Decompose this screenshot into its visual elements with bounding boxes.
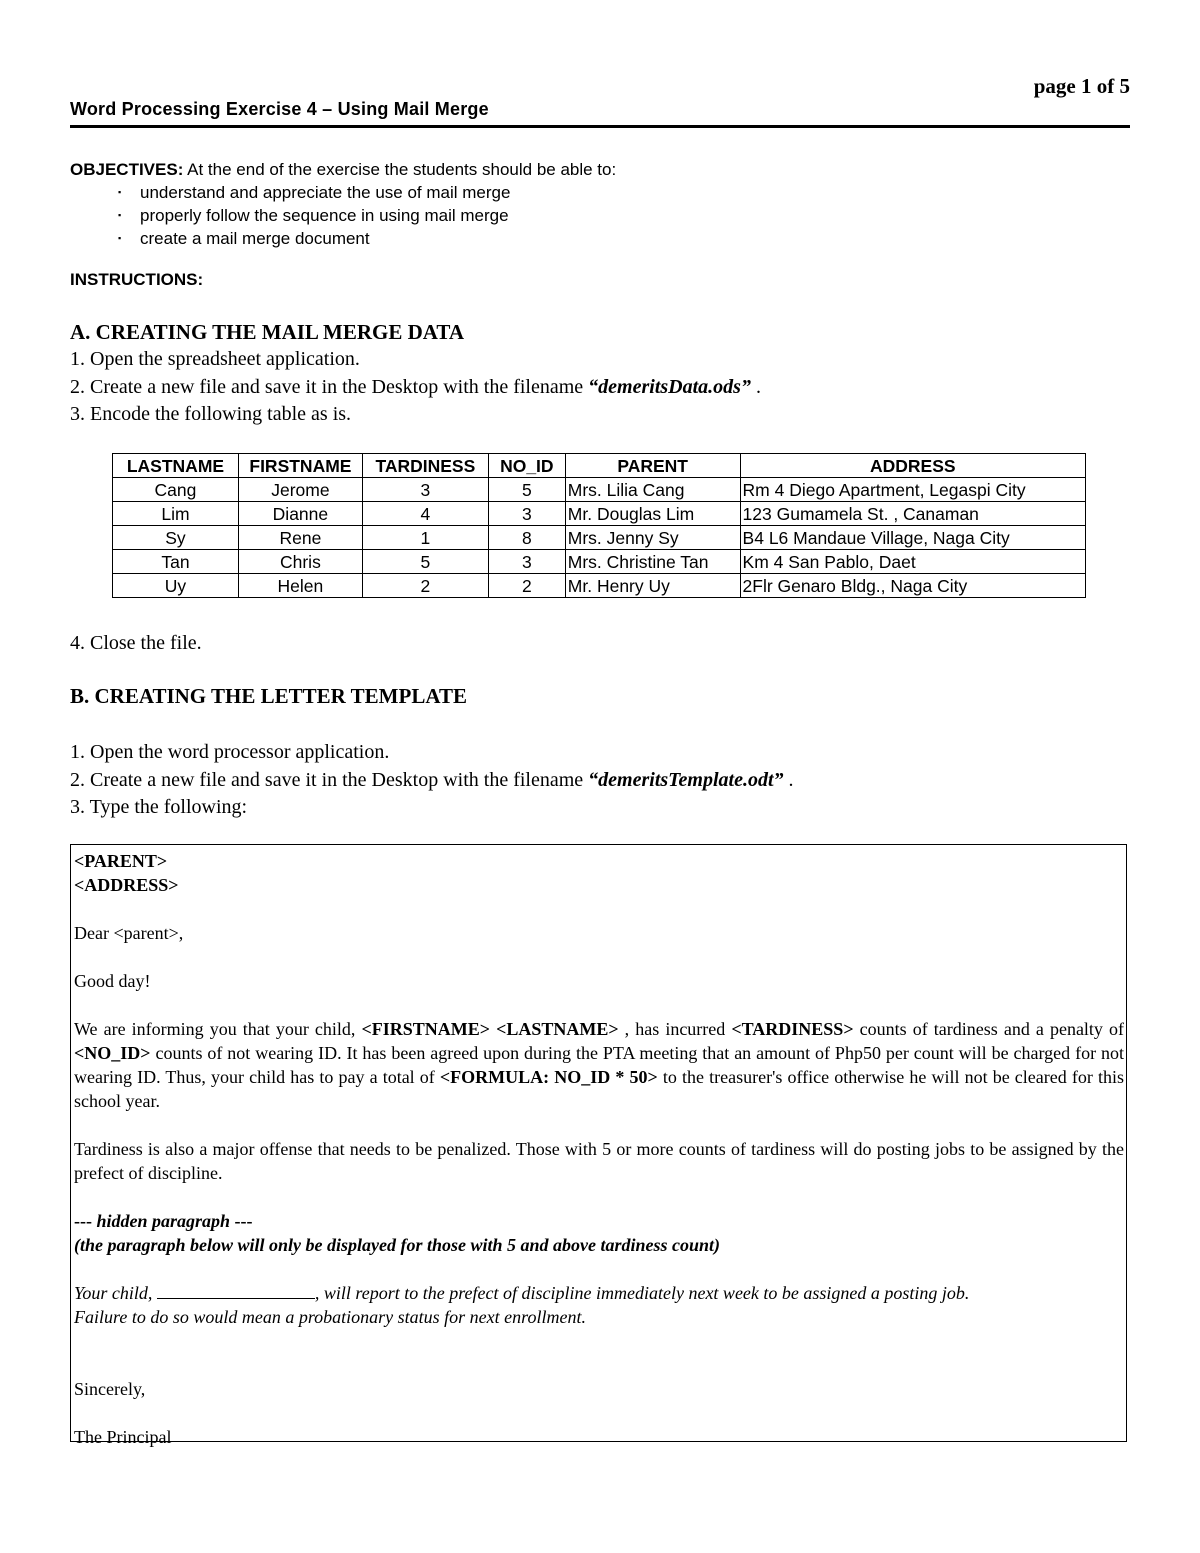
cell-parent: Mrs. Jenny Sy [565,526,740,550]
spacer [74,1257,1124,1281]
spacer [74,897,1124,921]
template-filename: “demeritsTemplate.odt” [588,768,784,791]
letter-signature: The Principal [74,1427,172,1447]
text: counts of not wearing ID. It has been agreed upon during the PTA meeting that an amount of Php50 per count will be charged for not wearing ID. Thus, your child has to pay a total of [74,1043,1124,1087]
step-text: . [783,768,794,791]
spacer [74,945,1124,969]
title-rule [70,125,1130,128]
cell-no-id: 5 [488,478,565,502]
spacer [74,1401,1124,1425]
objective-item: ▪ properly follow the sequence in using mail merge [70,204,1130,227]
section-a-step-3: 3. Encode the following table as is. [70,403,352,425]
letter-greeting: Dear <parent>, [74,923,184,943]
cell-lastname: Uy [113,574,239,598]
spacer [74,993,1124,1017]
cell-parent: Mrs. Lilia Cang [565,478,740,502]
merge-field-address: <ADDRESS> [74,875,179,895]
text: We are informing you that your child, [74,1019,362,1039]
section-b-step-3: 3. Type the following: [70,796,248,818]
text: --- [74,1211,97,1231]
text: --- [230,1211,253,1231]
merge-field-lastname: <LASTNAME> [496,1019,619,1039]
objectives [70,158,1130,250]
cell-lastname: Lim [113,502,239,526]
column-header: PARENT [565,454,740,478]
table-header-row [113,454,1086,478]
merge-field-no-id: <NO_ID> [74,1043,151,1063]
hidden-paragraph-note: (the paragraph below will only be displayed for those with 5 and above tardiness count) [74,1235,721,1255]
objective-item: ▪ create a mail merge document [70,227,1130,250]
table-row [113,526,1086,550]
cell-tardiness: 4 [362,502,488,526]
cell-lastname: Tan [113,550,239,574]
text: Your child, [74,1283,157,1303]
cell-firstname: Dianne [238,502,362,526]
section-a-step-2 [70,374,1130,402]
section-b-step-2 [70,767,1130,795]
step-text: 2. Create a new file and save it in the Desktop with the filename [70,375,589,398]
merge-field-tardiness: <TARDINESS> [731,1019,854,1039]
section-a-step-1: 1. Open the spreadsheet application. [70,348,360,370]
objective-item: ▪ understand and appreciate the use of mail merge [70,181,1130,204]
cell-tardiness: 3 [362,478,488,502]
cell-firstname: Helen [238,574,362,598]
spacer [74,1185,1124,1209]
instructions-label: INSTRUCTIONS: [70,270,204,289]
table-row [113,502,1086,526]
column-header: NO_ID [488,454,565,478]
cell-tardiness: 1 [362,526,488,550]
letter-paragraph-3b: Failure to do so would mean a probationary status for next enrollment. [74,1307,586,1327]
hidden-label: hidden paragraph [96,1211,231,1231]
text: , will report to the prefect of discipline immediately next week to be assigned a posting job. [314,1283,970,1303]
merge-field-formula: <FORMULA: NO_ID * 50> [439,1067,658,1087]
cell-no-id: 2 [488,574,565,598]
data-filename: “demeritsData.ods” [588,375,751,398]
cell-firstname: Rene [238,526,362,550]
blank-line [157,1281,315,1299]
cell-address: 123 Gumamela St. , Canaman [740,502,1085,526]
cell-parent: Mr. Henry Uy [565,574,740,598]
cell-address: Km 4 San Pablo, Daet [740,550,1085,574]
column-header: ADDRESS [740,454,1085,478]
cell-tardiness: 2 [362,574,488,598]
section-a-heading: A. CREATING THE MAIL MERGE DATA [70,320,464,344]
cell-parent: Mr. Douglas Lim [565,502,740,526]
objectives-list [70,181,1130,250]
letter-template-box [70,844,1127,1447]
section-a-step-4: 4. Close the file. [70,632,202,654]
section-b-heading: B. CREATING THE LETTER TEMPLATE [70,684,467,708]
spacer [74,1353,1124,1377]
section-b-steps [70,739,1130,822]
table-row [113,574,1086,598]
cell-parent: Mrs. Christine Tan [565,550,740,574]
table-row [113,550,1086,574]
text: , has incurred [618,1019,732,1039]
cell-address: Rm 4 Diego Apartment, Legaspi City [740,478,1085,502]
cell-firstname: Chris [238,550,362,574]
cell-address: B4 L6 Mandaue Village, Naga City [740,526,1085,550]
letter-paragraph-1 [74,1017,1124,1113]
cell-no-id: 3 [488,502,565,526]
letter-closing: Sincerely, [74,1379,146,1399]
cell-no-id: 8 [488,526,565,550]
mail-merge-data-table [112,453,1086,598]
cell-lastname: Sy [113,526,239,550]
cell-address: 2Flr Genaro Bldg., Naga City [740,574,1085,598]
letter-good-day: Good day! [74,971,151,991]
section-b-step-1: 1. Open the word processor application. [70,741,390,763]
page-number: page 1 of 5 [1033,74,1130,98]
objectives-label: OBJECTIVES: [70,160,184,179]
objectives-intro-text: At the end of the exercise the students should be able to: [183,160,617,179]
merge-field-parent: <PARENT> [74,851,168,871]
section-a-steps [70,346,1130,429]
spacer [74,1113,1124,1137]
step-text: . [750,375,761,398]
column-header: LASTNAME [113,454,239,478]
letter-paragraph-2: Tardiness is also a major offense that needs to be penalized. Those with 5 or more counts of tardiness will do posting jobs to be assigned by the prefect of discipline. [74,1139,1124,1183]
letter-paragraph-3 [74,1281,1124,1305]
merge-field-firstname: <FIRSTNAME> [361,1019,490,1039]
column-header: TARDINESS [362,454,488,478]
hidden-paragraph-label [74,1209,1124,1233]
column-header: FIRSTNAME [238,454,362,478]
objectives-intro [70,158,1130,181]
document-title: Word Processing Exercise 4 – Using Mail Merge [70,99,489,119]
spacer [74,1329,1124,1353]
text: to the treasurer's office otherwise he will not be cleared for this school year. [74,1067,1124,1111]
table-row [113,478,1086,502]
text: counts of tardiness and a penalty of [853,1019,1124,1039]
cell-firstname: Jerome [238,478,362,502]
step-text: 2. Create a new file and save it in the Desktop with the filename [70,768,589,791]
cell-no-id: 3 [488,550,565,574]
cell-lastname: Cang [113,478,239,502]
cell-tardiness: 5 [362,550,488,574]
